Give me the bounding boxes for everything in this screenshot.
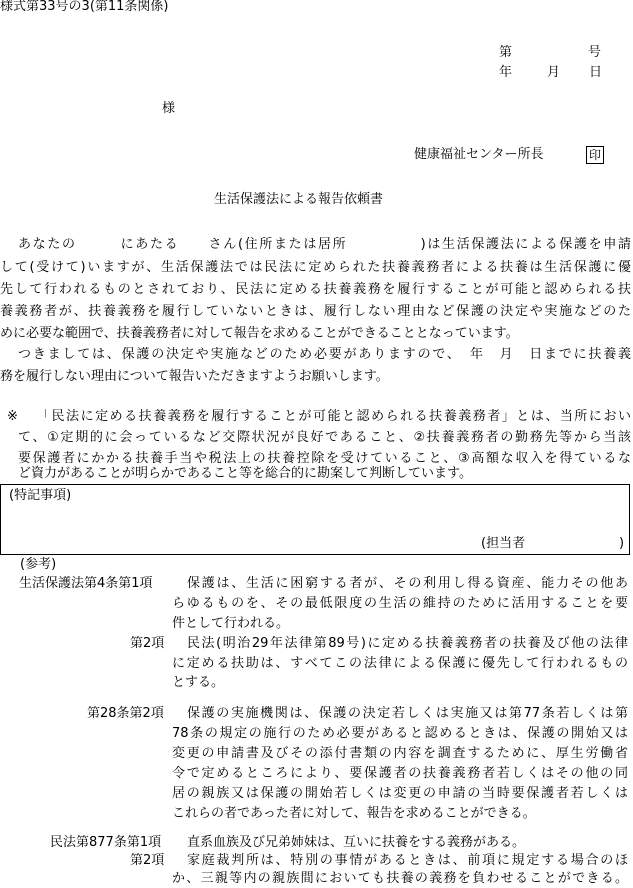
ref-label-2: 第2項 [130,636,165,651]
sender-name: 健康福祉センター所長 [414,147,544,162]
ref-label-5: 第2項 [130,853,165,868]
number-dai: 第 [499,45,513,60]
para1-line-4: 養義務者が、扶養義務を履行していないときは、履行しない理由など保護の決定や実施などのた [0,304,631,319]
ref-5-line-1: 家庭裁判所は、特別の事情があるときは、前項に規定する場合のほ [187,853,628,868]
ref-2-line-1: 民法(明治29年法律第89号)に定める扶養義務者の扶養及び他の法律 [187,636,628,651]
seal-box: 印 [586,146,604,164]
ref-2-line-2: に定める扶助は、すべてこの法律による保護に優先して行われるもの [172,656,628,671]
special-matters-label: (特記事項) [9,488,72,503]
ref-1-line-1: 保護は、生活に困窮する者が、その利用し得る資産、能力その他あ [187,576,628,591]
ref-3-line-2: 78条の規定の施行のため必要があると認めるときは、保護の開始又は [172,726,628,741]
para1-line-1: あなたの にあたる さん(住所または居所 )は生活保護法による保護を申請 [18,237,631,252]
seal-mark [586,146,604,165]
ref-3-line-3: 変更の申請書及びその添付書類の内容を調査するために、厚生労働省 [172,746,628,761]
para2-line-1: つきましては、保護の決定や実施などのため必要がありますので、 年 月 日までに扶養義 [18,347,631,362]
special-matters-box [0,484,630,555]
form-number: 様式第33号の3(第11条関係) [0,0,169,14]
note-line-2: て、①定期的に会っているなど交際状況が良好であること、②扶養義務者の勤務先等から当該 [18,430,631,445]
ref-2-line-3: とする。 [172,675,225,690]
para2-line-2: 務を履行しない理由について報告いただきますようお願いします。 [0,369,389,384]
para1-line-2: して(受けて)いますが、生活保護法では民法に定められた扶養義務者による扶養は生活保護に優 [0,260,631,275]
ref-label-3: 第28条第2項 [87,706,164,721]
officer-open: (担当者 [481,536,526,551]
date-day: 日 [589,65,603,80]
document-title: 生活保護法による報告依頼書 [214,192,384,207]
note-line-3: 要保護者にかかる扶養手当や税法上の扶養控除を受けていること、③高額な収入を得ているな [18,451,631,466]
ref-label-4: 民法第877条第1項 [50,835,162,850]
ref-1-line-2: らゆるものを、その最低限度の生活の維持のために活用することを要 [172,596,628,611]
note-line-4: ど資力があることが明らかであること等を総合的に勘案して判断しています。 [18,466,472,481]
ref-3-line-5: 居の親族又は保護の開始若しくは変更の申請の当時要保護者若しくは [172,786,628,801]
ref-5-line-2: か、三親等内の親族間においても扶養の義務を負わせることができる。 [172,871,628,886]
ref-3-line-6: これらの者であった者に対して、報告を求めることができる。 [172,806,536,821]
ref-1-line-3: 件として行われる。 [172,616,290,631]
date-month: 月 [547,65,561,80]
recipient-sama: 様 [162,101,176,116]
ref-label-1: 生活保護法第4条第1項 [19,576,153,591]
number-go: 号 [588,45,602,60]
ref-4-line-1: 直系血族及び兄弟姉妹は、互いに扶養をする義務がある。 [187,835,526,850]
date-year: 年 [499,65,513,80]
officer-close: ) [619,536,625,551]
ref-3-line-1: 保護の実施機関は、保護の決定若しくは実施又は第77条若しくは第 [187,706,628,721]
note-mark: ※ [7,409,18,424]
note-line-1: 「民法に定める扶養義務を履行することが可能と認められる扶養義務者」とは、当所におい [37,409,631,424]
para1-line-5: めに必要な範囲で、扶養義務者に対して報告を求めることができることとなっています。 [0,326,519,341]
ref-3-line-4: 令で定めるところにより、要保護者の扶養義務者若しくはその他の同 [172,766,628,781]
para1-line-3: 先して行われるものとされており、民法に定める扶養義務を履行することが可能と認められる扶 [0,282,631,297]
reference-heading: (参考) [20,557,57,572]
